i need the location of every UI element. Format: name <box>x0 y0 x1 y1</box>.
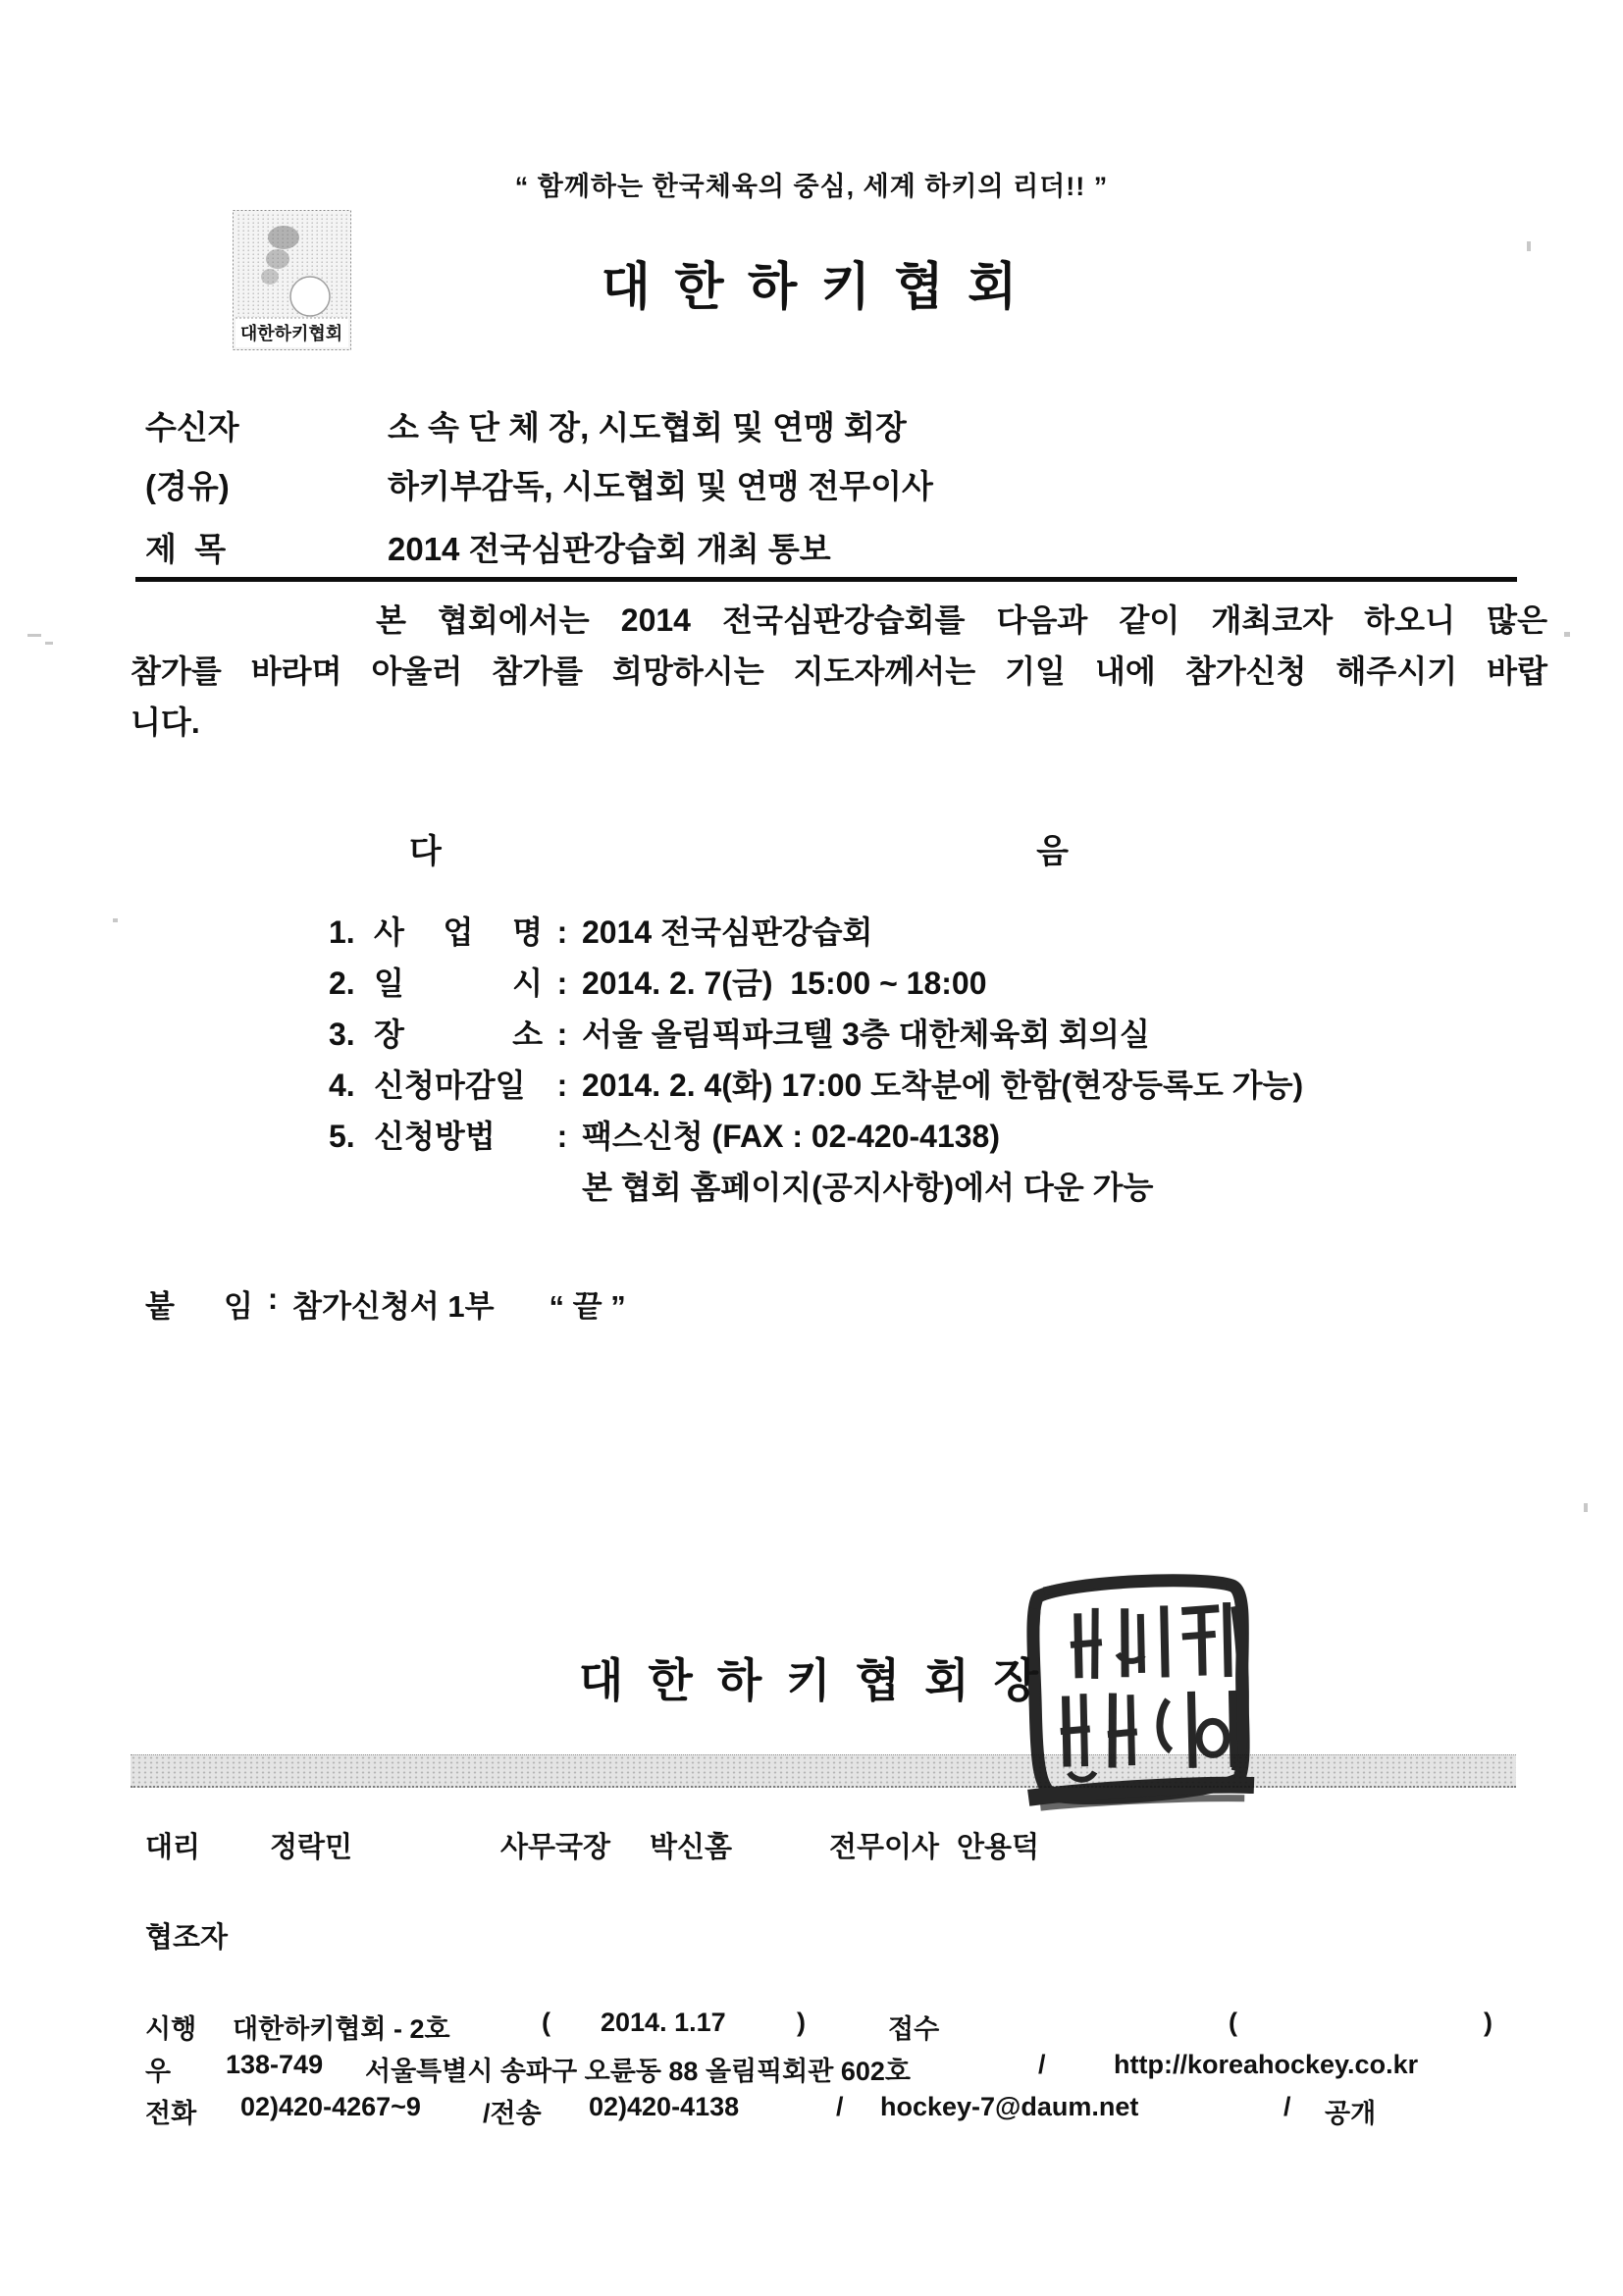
item-colon: : <box>556 1119 568 1154</box>
cooperator-label: 협조자 <box>145 1922 229 1954</box>
signer-role: 대리 <box>145 1832 201 1863</box>
list-item <box>329 1013 1303 1064</box>
body-line: 참가를 바라며 아울러 참가를 희망하시는 지도자께서는 기일 내에 참가신청 해주시기 바랍 <box>131 653 1547 689</box>
scan-artifact <box>883 481 889 484</box>
item-label: 장 소 <box>374 1017 543 1052</box>
list-item <box>329 1064 1303 1115</box>
item-number: 3. <box>329 1017 355 1052</box>
end-mark: “ 끝 ” <box>549 1289 626 1324</box>
attachment-colon: : <box>267 1281 279 1316</box>
signer-role: 전무이사 <box>829 1832 940 1863</box>
recipient-value: 소 속 단 체 장, 시도협회 및 연맹 회장 <box>388 409 907 445</box>
separator-slash: / <box>836 2092 844 2121</box>
email-address: hockey-7@daum.net <box>880 2092 1139 2121</box>
receipt-paren-open: ( <box>1229 2008 1237 2037</box>
item-number: 1. <box>329 914 355 950</box>
phone-number: 02)420-4267~9 <box>240 2092 421 2121</box>
signer-role: 사무국장 <box>500 1832 611 1863</box>
item-value: 팩스신청 (FAX : 02-420-4138) <box>582 1119 1001 1154</box>
section-heading <box>409 824 1069 872</box>
paren-close: ) <box>797 2008 806 2037</box>
address-text: 서울특별시 송파구 오륜동 88 올림픽회관 602호 <box>365 2057 911 2086</box>
signer-name: 박신홈 <box>650 1832 733 1863</box>
subject-label: 제 목 <box>145 531 227 567</box>
website-url: http://koreahockey.co.kr <box>1114 2050 1419 2079</box>
item-value: 2014. 2. 7(금) 15:00 ~ 18:00 <box>582 965 987 1001</box>
item-number: 4. <box>329 1068 355 1103</box>
list-item <box>329 911 1303 962</box>
fax-number: 02)420-4138 <box>589 2092 740 2121</box>
issue-date: 2014. 1.17 <box>601 2008 726 2037</box>
scan-artifact <box>45 642 53 645</box>
header-divider <box>135 577 1517 582</box>
item-label: 일 시 <box>374 965 543 1001</box>
item-label: 신청마감일 <box>374 1068 526 1103</box>
signers-row <box>0 1825 1623 1864</box>
via-value: 하키부감독, 시도협회 및 연맹 전무이사 <box>388 468 933 504</box>
section-heading-left: 다 <box>409 833 442 870</box>
list-item <box>329 962 1303 1013</box>
issue-label: 시행 <box>145 2014 197 2044</box>
separator-slash: / <box>1283 2092 1291 2121</box>
signer-name: 정락민 <box>270 1832 353 1863</box>
item-colon: : <box>556 1068 568 1103</box>
item-label: 신청방법 <box>374 1119 496 1154</box>
section-heading-right: 음 <box>1036 833 1069 870</box>
body-paragraph <box>131 599 1547 752</box>
item-colon: : <box>556 914 568 950</box>
footer-address-row <box>0 2050 1623 2089</box>
separator-slash: / <box>1038 2050 1046 2079</box>
postal-code: 138-749 <box>226 2050 324 2079</box>
footer-issue-row <box>0 2008 1623 2047</box>
body-line: 본 협회에서는 2014 전국심판강습회를 다음과 같이 개최코자 하오니 많은 <box>376 602 1547 638</box>
scan-artifact <box>113 918 118 922</box>
official-seal-stamp <box>1008 1564 1268 1823</box>
item-colon: : <box>556 965 568 1001</box>
seal-image <box>1008 1564 1268 1818</box>
signer-name: 안용덕 <box>957 1832 1040 1863</box>
footer-contact-row <box>0 2092 1623 2131</box>
scan-artifact <box>27 634 41 637</box>
scan-band-artifact <box>131 1754 1516 1788</box>
item-colon: : <box>556 1017 568 1052</box>
slogan-text: “ 함께하는 한국체육의 중심, 세계 하키의 리더!! ” <box>514 172 1109 201</box>
item-value-continuation: 본 협회 홈페이지(공지사항)에서 다운 가능 <box>582 1170 1154 1205</box>
subject-value: 2014 전국심판강습회 개최 통보 <box>388 531 831 567</box>
fax-label: /전송 <box>483 2099 542 2128</box>
postal-label: 우 <box>145 2057 172 2086</box>
org-logo-caption: 대한하키협회 <box>239 324 343 343</box>
item-value: 서울 올림픽파크텔 3층 대한체육회 회의실 <box>582 1017 1150 1052</box>
attachment-label: 붙 임 <box>145 1289 253 1324</box>
via-label: (경유) <box>145 468 230 504</box>
disclosure-label: 공개 <box>1325 2099 1377 2128</box>
scan-artifact <box>1584 1503 1588 1512</box>
detail-list <box>329 911 1303 1217</box>
scan-artifact <box>1564 632 1570 637</box>
item-value: 2014 전국심판강습회 <box>582 914 873 950</box>
receipt-paren-close: ) <box>1484 2008 1492 2037</box>
item-value: 2014. 2. 4(화) 17:00 도착분에 한함(현장등록도 가능) <box>582 1068 1304 1103</box>
recipient-label: 수신자 <box>145 409 239 445</box>
list-item <box>329 1115 1303 1166</box>
doc-number: 대한하키협회 - 2호 <box>233 2014 450 2044</box>
list-item-continuation <box>329 1166 1303 1217</box>
signature-title: 대 한 하 키 협 회 장 <box>578 1654 1045 1706</box>
item-number: 5. <box>329 1119 355 1154</box>
receipt-label: 접수 <box>888 2014 940 2044</box>
item-number: 2. <box>329 965 355 1001</box>
item-label: 사 업 명 <box>374 914 543 950</box>
org-title: 대 한 하 키 협 회 <box>601 259 1022 316</box>
body-line: 니다. <box>131 704 200 740</box>
attachment-line <box>145 1281 626 1326</box>
scan-artifact <box>1527 241 1531 251</box>
attachment-value: 참가신청서 1부 <box>292 1289 495 1324</box>
phone-label: 전화 <box>145 2099 197 2128</box>
paren-open: ( <box>542 2008 550 2037</box>
